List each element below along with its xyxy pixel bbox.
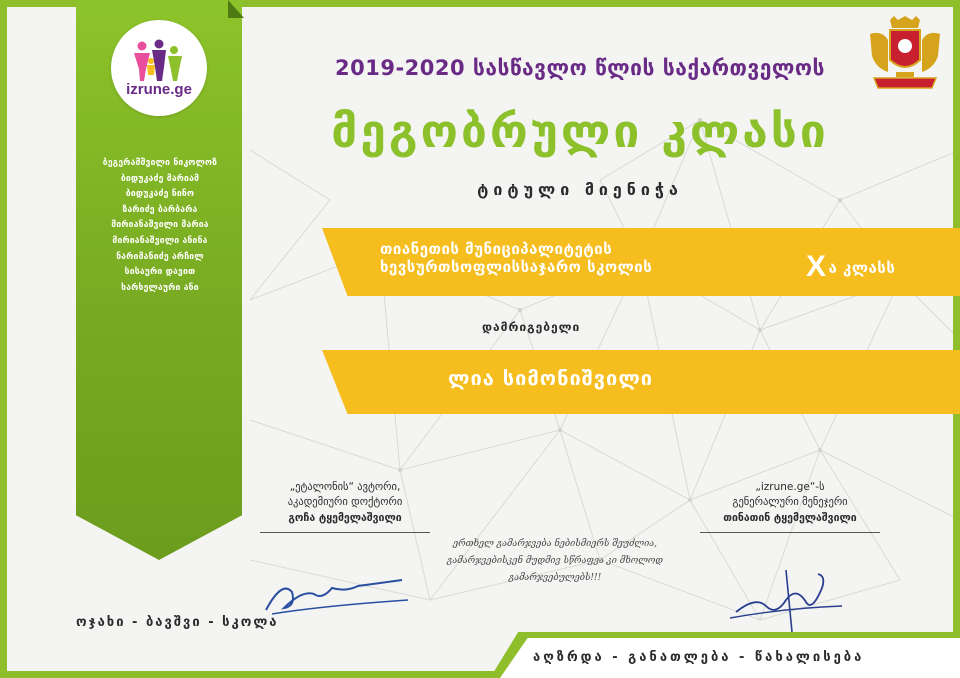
logo-text: izrune.ge (126, 80, 192, 98)
student-name: მირიანაშვილი მარია (111, 220, 209, 231)
student-name: ბიდუკაძე ნინო (125, 189, 195, 200)
student-name: ხარხელაური ანი (121, 282, 199, 293)
motto-note (420, 536, 690, 587)
class-roman-number: X (806, 250, 827, 283)
motto-line-1: ერთხელ გამარჯვება ნებისმიერს შეუძლია, (452, 539, 658, 549)
signature-line (260, 532, 430, 533)
student-name: მირიანაშვილი ანინა (112, 235, 208, 246)
student-name: ბიდუკაძე მარიამ (120, 173, 200, 184)
signatory-left-name: გოჩა ტყემელაშვილი (288, 512, 402, 524)
school-year-heading: 2019-2020 სასწავლო წლის საქართველოს (335, 56, 825, 80)
handwritten-signature-left (262, 570, 412, 620)
student-name: ბეგერამშვილი ნიკოლოზ (102, 158, 218, 168)
student-name: ნარიმანიძე არჩილ (116, 251, 204, 262)
signature-line (700, 532, 880, 533)
signatory-left (260, 480, 430, 533)
motto-line-2: გამარჯვებისკენ მუდმივ სწრაფვა კი მხოლოდ გამარჯვებულებს!!! (446, 556, 664, 583)
signatory-left-role: „ეტალონის“ ავტორი, (289, 481, 401, 493)
school-banner-text (380, 240, 652, 276)
signatory-left-degree: აკადემიური დოქტორი (287, 496, 403, 508)
class-label (806, 250, 895, 284)
izrune-logo (111, 20, 207, 116)
school-line-2: ხევსურთსოფლისსაჯარო სკოლის (380, 258, 653, 276)
certificate-subtitle: ტიტული მიენიჭა (477, 180, 683, 199)
trainer-name: ლია სიმონიშვილი (448, 366, 654, 390)
student-list (80, 156, 240, 296)
class-suffix: ა კლასს (828, 259, 896, 277)
footer-slogan-right: აღზრდა - განათლება - წახალისება (533, 650, 865, 665)
school-line-1: თიანეთის მუნიციპალიტეტის (380, 240, 613, 258)
signatory-right-role: გენერალური მენეჯერი (732, 496, 848, 508)
handwritten-signature-right (726, 566, 846, 636)
signatory-right-org: „izrune.ge“-ს (755, 481, 825, 493)
trainer-label: დამრიგებელი (482, 320, 581, 334)
family-figures-icon (130, 39, 188, 83)
student-name: ზარიძე ბარბარა (122, 204, 198, 215)
footer-slogan-left: ოჯახი - ბავშვი - სკოლა (76, 615, 279, 630)
coat-of-arms-icon (860, 16, 950, 94)
certificate-title: მეგობრული კლასი (331, 104, 829, 158)
signatory-right-name: თინათინ ტყემელაშვილი (723, 512, 857, 524)
student-name: სისაური დავით (124, 267, 196, 278)
signatory-right (700, 480, 880, 533)
